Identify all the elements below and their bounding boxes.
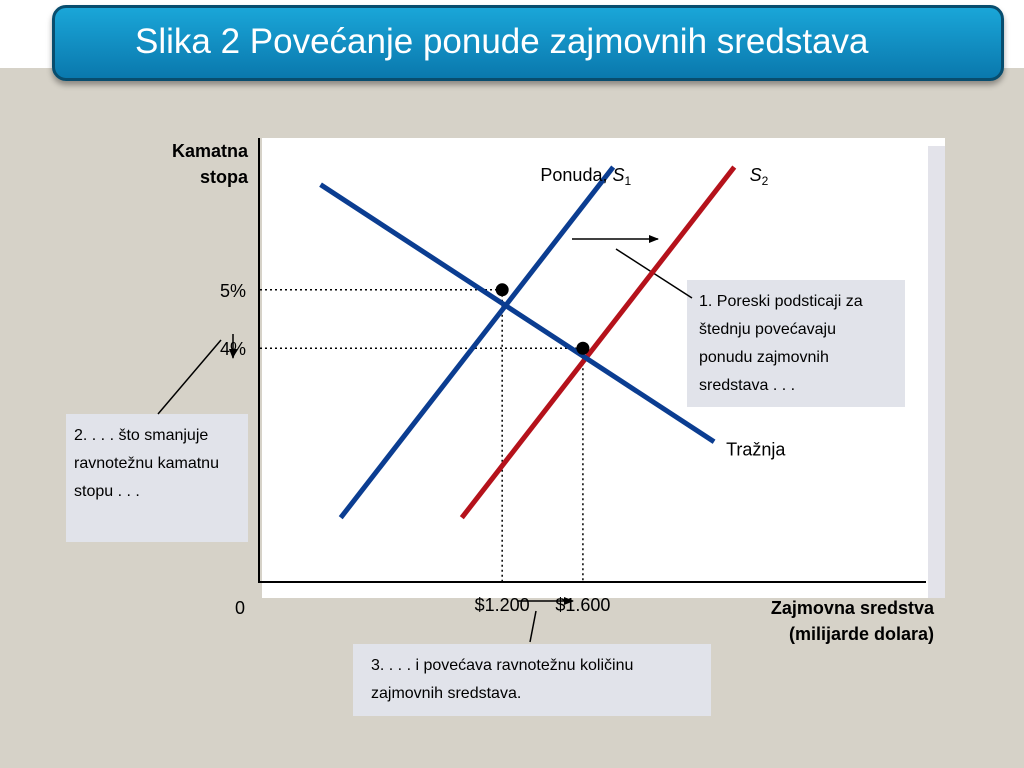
equilibrium-point-1: [496, 283, 509, 296]
y-tick-label-1: 5%: [219, 280, 246, 301]
annotation-3: 3. . . . i povećava ravnotežnu količinu zajmovnih sredstava.: [353, 644, 711, 716]
supply-curve-s2: [462, 167, 734, 518]
callout-leader-2: [158, 340, 221, 414]
annotation-2: 2. . . . što smanjuje ravnotežnu kamatnu stopu . . .: [66, 414, 248, 542]
equilibrium-point-2: [576, 342, 589, 355]
x-tick-label-2: $1.600: [555, 595, 611, 615]
annotation-1: 1. Poreski podsticaji za štednju povećavaju ponudu zajmovnih sredstava . . .: [687, 280, 905, 407]
supply-label-s2: $S_2$: [749, 165, 769, 189]
x-tick-label-1: $1.200: [474, 595, 530, 615]
y-tick-label-2: 4%: [219, 339, 246, 360]
callout-leader-3: [530, 611, 536, 642]
y-axis-label: Kamatna stopa: [171, 141, 248, 187]
demand-curve: [321, 185, 715, 442]
demand-label: Tražnja: [726, 439, 786, 460]
x-axis-label: Zajmovna sredstva (milijarde dolara): [770, 598, 934, 644]
supply-label-s1: Ponuda, $S_1$: [540, 165, 632, 189]
origin-label: 0: [235, 598, 246, 618]
slide-title: Slika 2 Povećanje ponude zajmovnih sredstava: [135, 22, 869, 61]
supply-curve-s1: [341, 167, 613, 518]
